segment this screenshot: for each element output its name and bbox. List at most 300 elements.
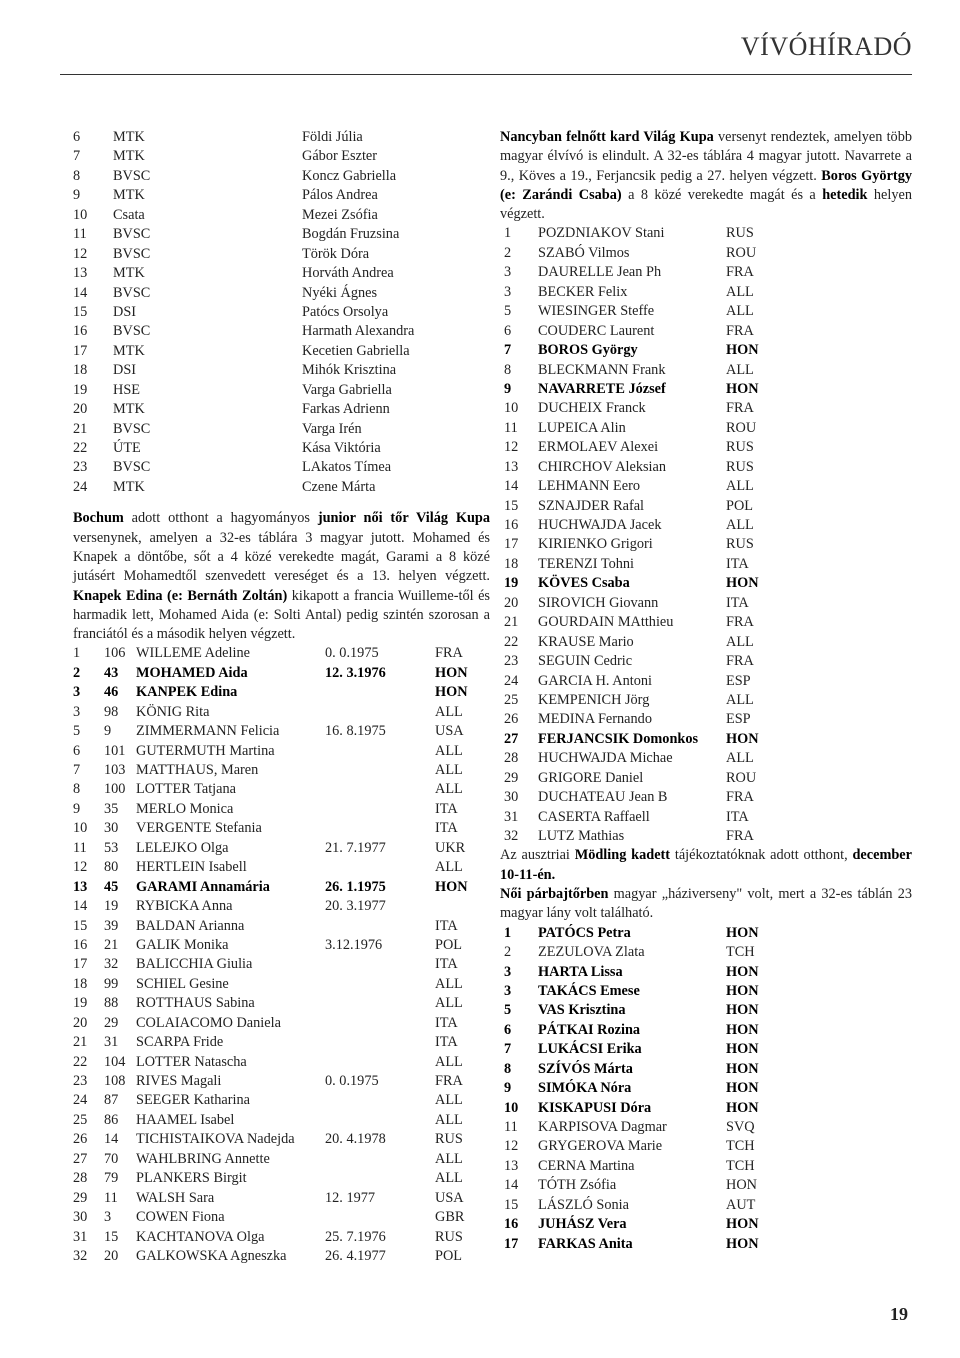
cell-name: WILLEME Adeline — [136, 645, 250, 662]
cell-name: HUCHWAJDA Michae — [538, 750, 673, 767]
cell-name: BECKER Felix — [538, 283, 628, 300]
table-row — [500, 1235, 912, 1254]
cell-name: Harmath Alexandra — [302, 323, 415, 340]
noi-results-table — [500, 924, 912, 1254]
cell-rank: 26 — [504, 711, 519, 728]
table-row — [73, 1150, 490, 1169]
cell-club: MTK — [113, 129, 145, 145]
cell-name: SZABÓ Vilmos — [538, 244, 630, 261]
cell-num: 101 — [104, 742, 126, 759]
cell-name: BALDAN Arianna — [136, 917, 245, 934]
cell-rank: 2 — [504, 944, 512, 961]
cell-num: 3 — [104, 1209, 112, 1226]
cell-club: MTK — [113, 478, 145, 495]
table-row — [500, 283, 912, 302]
cell-rank: 19 — [73, 995, 88, 1012]
cell-name: POZDNIAKOV Stani — [538, 225, 665, 242]
cell-nat: ESP — [726, 711, 751, 728]
table-row — [73, 245, 490, 264]
cell-name: COLAIACOMO Daniela — [136, 1014, 281, 1031]
cell-num: 104 — [104, 1053, 126, 1070]
cell-nat: ITA — [435, 917, 458, 934]
table-row — [73, 361, 490, 380]
table-row — [73, 128, 490, 147]
table-row — [500, 1079, 912, 1098]
cell-rank: 7 — [73, 148, 81, 165]
cell-rank: 13 — [504, 1157, 519, 1174]
table-row — [500, 924, 912, 943]
cell-name: RIVES Magali — [136, 1073, 222, 1090]
cell-rank: 7 — [73, 762, 81, 779]
cell-club: MTK — [113, 401, 145, 418]
cell-name: TAKÁCS Emese — [538, 982, 640, 999]
cell-rank: 15 — [504, 497, 519, 514]
cell-num: 30 — [104, 820, 119, 837]
table-row — [500, 224, 912, 243]
table-row — [500, 341, 912, 360]
cell-rank: 18 — [73, 975, 88, 992]
cell-rank: 15 — [73, 303, 88, 320]
cell-rank: 29 — [73, 1189, 88, 1206]
cell-name: Farkas Adrienn — [302, 401, 390, 418]
cell-name: RYBICKA Anna — [136, 898, 233, 915]
table-row — [500, 1021, 912, 1040]
cell-nat: HON — [726, 1060, 759, 1077]
cell-rank: 12 — [73, 859, 88, 876]
table-row — [500, 1157, 912, 1176]
cell-name: Földi Júlia — [302, 129, 363, 145]
cell-num: 45 — [104, 878, 119, 895]
cell-name: COUDERC Laurent — [538, 322, 655, 339]
cell-name: Nyéki Ágnes — [302, 284, 378, 301]
cell-name: DUCHATEAU Jean B — [538, 789, 668, 806]
table-row — [73, 644, 490, 663]
cell-name: Kása Viktória — [302, 440, 381, 456]
table-row — [73, 703, 490, 722]
cell-rank: 14 — [504, 1177, 519, 1194]
table-row — [73, 955, 490, 974]
cell-rank: 27 — [504, 730, 519, 747]
cell-name: VAS Krisztina — [538, 1002, 626, 1019]
bochum-results-table — [73, 644, 490, 1266]
cell-name: KÖVES Csaba — [538, 575, 630, 592]
cell-club: Csata — [113, 206, 145, 223]
cell-date: 12. 3.1976 — [325, 664, 386, 681]
cell-nat: FRA — [435, 645, 463, 662]
cell-club: MTK — [113, 148, 145, 165]
cell-nat: ROU — [726, 244, 757, 261]
table-row — [73, 1072, 490, 1091]
cell-date: 0. 0.1975 — [325, 1073, 379, 1090]
cell-rank: 8 — [504, 361, 512, 378]
cell-rank: 28 — [504, 750, 519, 767]
cell-nat: ALL — [435, 1170, 463, 1187]
cell-rank: 12 — [73, 245, 88, 262]
cell-name: Pálos Andrea — [302, 187, 378, 204]
table-row — [73, 458, 490, 477]
table-row — [73, 839, 490, 858]
cell-rank: 17 — [73, 342, 88, 359]
table-row — [500, 788, 912, 807]
table-row — [500, 574, 912, 593]
cell-club: BVSC — [113, 323, 151, 340]
cell-name: LELEJKO Olga — [136, 839, 229, 856]
bochum-paragraph: Bochum adott otthont a hagyományos junior női tőr Világ Kupa versenynek, amelyen a 32-es táblára 3 magyar jutott. Mohamed és Knapek a döntőbe, sőt a 4 közé verekedte magát, Garami a 8 közé jutásért Mohamedtől szenvedett vereséget és a 13. helyen végzett. Knapek Edina (e: Bernáth Zoltán) kikapott a francia Wuilleme-től és harmadik lett, Mohamed Aida (e: Solti Antal) pedig szintén szorosan a franciától és a második helyen végzett. — [73, 510, 491, 643]
cell-club: ÚTE — [113, 440, 141, 456]
cell-nat: FRA — [726, 789, 754, 806]
table-row — [500, 302, 912, 321]
cell-nat: POL — [435, 936, 463, 953]
cell-nat: HON — [726, 1235, 759, 1252]
cell-nat: HON — [726, 1021, 759, 1038]
cell-rank: 12 — [504, 439, 519, 456]
table-row — [73, 780, 490, 799]
cell-num: 87 — [104, 1092, 119, 1109]
cell-rank: 27 — [73, 1150, 88, 1167]
cell-num: 19 — [104, 898, 119, 915]
table-row — [73, 858, 490, 877]
cell-nat: TCH — [726, 1157, 755, 1174]
cell-rank: 8 — [504, 1060, 512, 1077]
cell-rank: 24 — [73, 1092, 88, 1109]
table-row — [500, 516, 912, 535]
cell-rank: 8 — [73, 167, 81, 184]
cell-rank: 19 — [504, 575, 519, 592]
table-row — [500, 399, 912, 418]
table-row — [500, 419, 912, 438]
cell-rank: 29 — [504, 769, 519, 786]
page-number: 19 — [890, 1304, 908, 1324]
cell-rank: 7 — [504, 342, 512, 359]
cell-name: Bogdán Fruzsina — [302, 226, 400, 243]
cell-name: CERNA Martina — [538, 1157, 635, 1174]
table-row — [500, 652, 912, 671]
cell-rank: 17 — [504, 1235, 519, 1252]
cell-name: KANPEK Edina — [136, 684, 238, 701]
cell-rank: 21 — [73, 1034, 88, 1051]
cell-name: FARKAS Anita — [538, 1235, 633, 1252]
cell-rank: 3 — [73, 703, 81, 720]
table-row — [73, 1091, 490, 1110]
cell-rank: 26 — [73, 1131, 88, 1148]
cell-rank: 7 — [504, 1041, 512, 1058]
cell-nat: FRA — [726, 653, 754, 670]
cell-name: SZÍVÓS Márta — [538, 1060, 633, 1077]
cell-rank: 24 — [73, 478, 88, 495]
cell-club: BVSC — [113, 284, 151, 301]
cell-name: HUCHWAJDA Jacek — [538, 517, 662, 534]
table-row — [500, 633, 912, 652]
nancy-paragraph: Nancyban felnőtt kard Világ Kupa versenyt rendeztek, amelyen több magyar élvívó is elindult. A 32-es táblára 4 magyar jutott. Navarrete a 9., Köves a 19., Ferjancsik pedig a 27. helyen végzett. Boros Györtgy (e: Zarándi Csaba) a 8 közé verekedte magát és a hetedik helyen végzett. — [500, 129, 913, 223]
table-row — [500, 1118, 912, 1137]
cell-rank: 13 — [73, 878, 88, 895]
cell-rank: 28 — [73, 1170, 88, 1187]
cell-name: PÁTKAI Rozina — [538, 1021, 641, 1038]
cell-club: BVSC — [113, 420, 151, 437]
cell-rank: 30 — [504, 789, 519, 806]
table-row — [500, 380, 912, 399]
cell-num: 21 — [104, 936, 119, 953]
table-row — [73, 975, 490, 994]
cell-rank: 16 — [73, 323, 88, 340]
cell-rank: 3 — [504, 963, 512, 980]
cell-nat: FRA — [726, 322, 754, 339]
cell-rank: 31 — [504, 808, 519, 825]
cell-date: 12. 1977 — [325, 1189, 376, 1206]
cell-nat: ALL — [726, 750, 754, 767]
cell-rank: 16 — [504, 1216, 519, 1233]
cell-rank: 32 — [504, 828, 519, 845]
cell-rank: 3 — [504, 982, 512, 999]
cell-rank: 17 — [73, 956, 88, 973]
table-row — [500, 730, 912, 749]
table-row — [500, 458, 912, 477]
cell-nat: RUS — [726, 536, 754, 553]
cell-nat: HON — [435, 684, 468, 701]
cell-rank: 9 — [73, 187, 81, 204]
cell-num: 15 — [104, 1228, 119, 1245]
cell-nat: ALL — [726, 361, 754, 378]
cell-num: 98 — [104, 703, 119, 720]
right-column — [500, 128, 912, 1254]
cell-rank: 18 — [73, 362, 88, 379]
cell-nat: ITA — [435, 956, 458, 973]
cell-name: ERMOLAEV Alexei — [538, 439, 659, 456]
cell-nat: ITA — [435, 1014, 458, 1031]
cell-num: 11 — [104, 1189, 118, 1206]
cell-name: MATTHAUS, Maren — [136, 762, 259, 779]
table-row — [73, 322, 490, 341]
table-row — [73, 994, 490, 1013]
cell-rank: 11 — [73, 226, 87, 243]
cell-nat: ALL — [435, 1150, 463, 1167]
table-row — [500, 827, 912, 846]
table-row — [500, 263, 912, 282]
table-row — [73, 264, 490, 283]
table-row — [73, 936, 490, 955]
cell-nat: FRA — [435, 1073, 463, 1090]
cell-name: SIMÓKA Nóra — [538, 1080, 632, 1097]
team-results-list — [73, 128, 490, 497]
cell-date: 26. 4.1977 — [325, 1247, 386, 1264]
cell-num: 14 — [104, 1131, 119, 1148]
cell-rank: 15 — [504, 1196, 519, 1213]
cell-name: WAHLBRING Annette — [136, 1150, 270, 1167]
cell-name: Horváth Andrea — [302, 265, 394, 282]
cell-nat: ITA — [726, 555, 749, 572]
cell-name: Mezei Zsófia — [302, 206, 378, 223]
table-row — [73, 1053, 490, 1072]
table-row — [73, 381, 490, 400]
cell-name: WIESINGER Steffe — [538, 303, 655, 320]
cell-rank: 24 — [504, 672, 519, 689]
cell-rank: 6 — [73, 129, 81, 145]
table-row — [73, 897, 490, 916]
cell-rank: 6 — [504, 322, 512, 339]
cell-nat: HON — [726, 1099, 759, 1116]
cell-name: LAkatos Tímea — [302, 459, 392, 476]
cell-nat: ALL — [435, 703, 463, 720]
cell-nat: ROU — [726, 769, 757, 786]
cell-num: 70 — [104, 1150, 119, 1167]
cell-nat: ALL — [726, 478, 754, 495]
table-row — [73, 1111, 490, 1130]
cell-nat: AUT — [726, 1196, 756, 1213]
table-row — [73, 206, 490, 225]
cell-name: LÁSZLÓ Sonia — [538, 1196, 629, 1213]
table-row — [500, 1060, 912, 1079]
cell-name: Török Dóra — [302, 245, 370, 262]
cell-nat: ALL — [435, 1053, 463, 1070]
table-row — [500, 477, 912, 496]
cell-nat: RUS — [726, 439, 754, 456]
cell-nat: SVQ — [726, 1119, 755, 1136]
cell-num: 20 — [104, 1247, 119, 1264]
cell-rank: 10 — [504, 400, 519, 417]
cell-club: DSI — [113, 362, 137, 379]
cell-name: DAURELLE Jean Ph — [538, 264, 662, 281]
table-row — [500, 1137, 912, 1156]
cell-rank: 19 — [73, 381, 88, 398]
cell-nat: ITA — [726, 594, 749, 611]
cell-name: LOTTER Tatjana — [136, 781, 236, 798]
cell-rank: 23 — [504, 653, 519, 670]
cell-nat: FRA — [726, 264, 754, 281]
cell-nat: HON — [435, 878, 468, 895]
cell-rank: 25 — [504, 691, 519, 708]
cell-nat: ITA — [435, 800, 458, 817]
table-row — [73, 878, 490, 897]
cell-name: NAVARRETE József — [538, 380, 666, 397]
table-row — [500, 1176, 912, 1195]
cell-nat: ESP — [726, 672, 751, 689]
page-header — [60, 30, 912, 75]
cell-name: GUTERMUTH Martina — [136, 742, 275, 759]
cell-name: PATÓCS Petra — [538, 924, 631, 941]
cell-rank: 3 — [504, 264, 512, 281]
cell-name: LEHMANN Eero — [538, 478, 641, 495]
table-row — [73, 1228, 490, 1247]
table-row — [73, 800, 490, 819]
cell-nat: HON — [726, 982, 759, 999]
cell-rank: 23 — [73, 459, 88, 476]
cell-nat: ITA — [726, 808, 749, 825]
cell-rank: 18 — [504, 555, 519, 572]
table-row — [73, 147, 490, 166]
table-row — [73, 664, 490, 683]
cell-date: 20. 4.1978 — [325, 1131, 386, 1148]
cell-date: 3.12.1976 — [325, 936, 383, 953]
cell-name: BLECKMANN Frank — [538, 361, 666, 378]
cell-nat: RUS — [726, 458, 754, 475]
cell-nat: FRA — [726, 614, 754, 631]
cell-rank: 32 — [73, 1247, 88, 1264]
table-row — [73, 167, 490, 186]
cell-nat: ALL — [435, 1092, 463, 1109]
cell-name: BOROS György — [538, 342, 638, 359]
table-row — [73, 1033, 490, 1052]
table-row — [500, 1099, 912, 1118]
cell-rank: 5 — [73, 723, 81, 740]
cell-nat: HON — [726, 924, 759, 941]
cell-rank: 10 — [504, 1099, 519, 1116]
cell-name: Kecetien Gabriella — [302, 342, 410, 359]
cell-num: 80 — [104, 859, 119, 876]
cell-num: 99 — [104, 975, 119, 992]
cell-num: 9 — [104, 723, 112, 740]
cell-num: 103 — [104, 762, 126, 779]
cell-rank: 20 — [73, 1014, 88, 1031]
cell-rank: 21 — [504, 614, 519, 631]
cell-nat: HON — [726, 380, 759, 397]
cell-rank: 22 — [73, 440, 88, 456]
cell-rank: 5 — [504, 1002, 512, 1019]
cell-nat: ALL — [726, 303, 754, 320]
cell-rank: 3 — [73, 684, 81, 701]
cell-num: 86 — [104, 1111, 119, 1128]
cell-nat: HON — [726, 1216, 759, 1233]
cell-rank: 15 — [73, 917, 88, 934]
cell-name: GRIGORE Daniel — [538, 769, 644, 786]
cell-num: 32 — [104, 956, 119, 973]
cell-num: 106 — [104, 645, 126, 662]
cell-name: BALICCHIA Giulia — [136, 956, 253, 973]
table-row — [500, 535, 912, 554]
cell-nat: ROU — [726, 419, 757, 436]
cell-name: Gábor Eszter — [302, 148, 378, 165]
table-row — [500, 361, 912, 380]
cell-nat: ALL — [726, 517, 754, 534]
cell-nat: GBR — [435, 1209, 465, 1226]
cell-name: Czene Márta — [302, 478, 376, 495]
cell-num: 46 — [104, 684, 119, 701]
cell-nat: HON — [726, 730, 759, 747]
cell-rank: 1 — [504, 924, 512, 941]
cell-rank: 9 — [504, 1080, 512, 1097]
cell-nat: RUS — [435, 1131, 463, 1148]
cell-num: 79 — [104, 1170, 119, 1187]
cell-nat: TCH — [726, 1138, 755, 1155]
cell-name: KÖNIG Rita — [136, 703, 210, 720]
left-column — [73, 128, 490, 1266]
cell-name: Mihók Krisztina — [302, 362, 397, 379]
cell-name: LOTTER Natascha — [136, 1053, 247, 1070]
table-row — [500, 1001, 912, 1020]
cell-rank: 10 — [73, 206, 88, 223]
cell-name: KEMPENICH Jörg — [538, 691, 650, 708]
cell-name: GALKOWSKA Agneszka — [136, 1247, 287, 1264]
cell-name: CHIRCHOV Aleksian — [538, 458, 667, 475]
cell-rank: 16 — [504, 517, 519, 534]
table-row — [73, 722, 490, 741]
cell-name: DUCHEIX Franck — [538, 400, 646, 417]
table-row — [500, 963, 912, 982]
cell-name: SEEGER Katharina — [136, 1092, 250, 1109]
cell-nat: FRA — [726, 828, 754, 845]
table-row — [73, 1169, 490, 1188]
cell-name: GARCIA H. Antoni — [538, 672, 652, 689]
cell-nat: USA — [435, 1189, 464, 1206]
cell-nat: ALL — [726, 691, 754, 708]
table-row — [500, 555, 912, 574]
cell-nat: HON — [435, 664, 468, 681]
cell-name: Varga Irén — [302, 420, 362, 437]
cell-name: KRAUSE Mario — [538, 633, 634, 650]
table-row — [73, 439, 490, 458]
cell-nat: ALL — [435, 781, 463, 798]
table-row — [73, 478, 490, 497]
table-row — [500, 322, 912, 341]
